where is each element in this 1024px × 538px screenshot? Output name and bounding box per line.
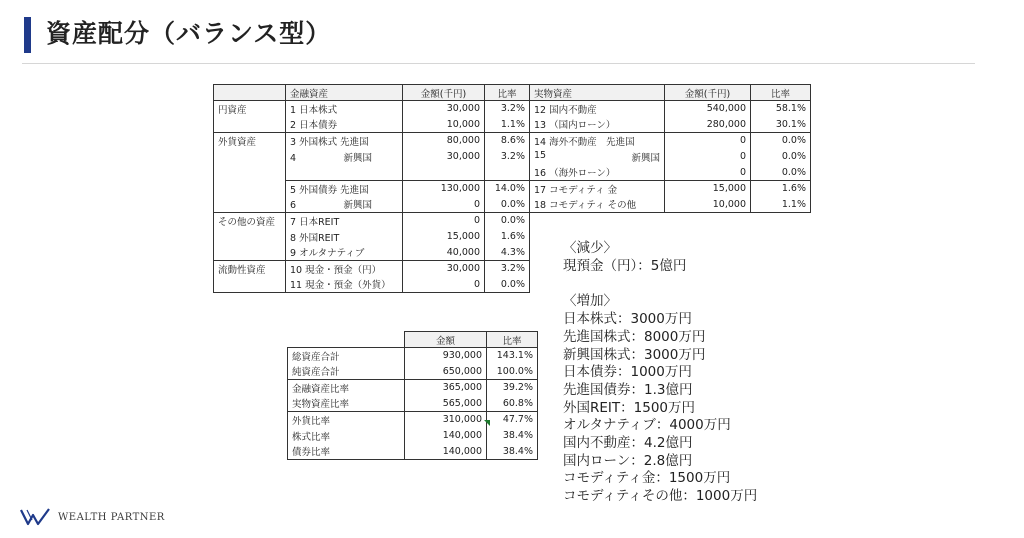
table-row xyxy=(214,133,811,149)
summary-ratio: 38.4% xyxy=(487,444,538,460)
summary-header-row xyxy=(288,332,538,348)
increase-item: 先進国株式：8000万円 xyxy=(563,328,706,345)
increase-item: 日本債券：1000万円 xyxy=(563,364,692,381)
real-ratio-cell: 30.1% xyxy=(751,117,811,133)
asset-name-cell: 2 日本債券 xyxy=(286,117,403,133)
table-row xyxy=(214,117,811,133)
amount-cell: 0 xyxy=(403,213,485,229)
category-cell xyxy=(214,181,286,197)
asset-name-cell: 4 新興国 xyxy=(286,149,403,165)
amount-cell: 130,000 xyxy=(403,181,485,197)
header-cell: 金額 xyxy=(405,332,487,348)
category-cell xyxy=(214,117,286,133)
summary-row xyxy=(288,380,538,396)
amount-cell xyxy=(403,165,485,181)
real-asset-suffix: 新興国 xyxy=(631,152,660,164)
ratio-cell: 4.3% xyxy=(485,245,530,261)
asset-name-cell: 1 日本株式 xyxy=(286,101,403,117)
real-amount-cell: 280,000 xyxy=(665,117,751,133)
category-cell: 円資産 xyxy=(214,101,286,117)
real-ratio-cell: 1.1% xyxy=(751,197,811,213)
real-ratio-cell: 0.0% xyxy=(751,133,811,149)
category-cell xyxy=(214,245,286,261)
amount-cell: 0 xyxy=(403,277,485,293)
ratio-cell: 3.2% xyxy=(485,149,530,165)
title-accent-bar xyxy=(24,17,31,53)
real-ratio-cell: 0.0% xyxy=(751,149,811,165)
table-row xyxy=(214,213,811,229)
real-amount-cell: 15,000 xyxy=(665,181,751,197)
wealth-partner-w-icon xyxy=(20,508,52,526)
increase-item: 日本株式：3000万円 xyxy=(563,311,692,328)
increase-item: 国内不動産：4.2億円 xyxy=(563,435,693,452)
header-cell xyxy=(288,332,405,348)
summary-ratio: 60.8% xyxy=(487,396,538,412)
category-cell xyxy=(214,165,286,181)
real-asset-name-cell: 18 コモディティ その他 xyxy=(530,197,665,213)
summary-ratio: 100.0% xyxy=(487,364,538,380)
summary-label: 外貨比率 xyxy=(288,412,405,428)
logo-text: WEALTH PARTNER xyxy=(58,511,165,523)
amount-cell: 30,000 xyxy=(403,101,485,117)
summary-label: 金融資産比率 xyxy=(288,380,405,396)
asset-name-cell xyxy=(286,165,403,181)
summary-row xyxy=(288,428,538,444)
amount-cell: 0 xyxy=(403,197,485,213)
amount-cell: 80,000 xyxy=(403,133,485,149)
real-asset-name-cell: 13 （国内ローン） xyxy=(530,117,665,133)
ratio-cell: 14.0% xyxy=(485,181,530,197)
real-amount-cell: 0 xyxy=(665,149,751,165)
decrease-heading: 〈減少〉 xyxy=(563,240,617,256)
summary-amount: 565,000 xyxy=(405,396,487,412)
ratio-cell: 1.6% xyxy=(485,229,530,245)
header-cell: 金融資産 xyxy=(286,85,403,101)
asset-name-cell: 10 現金・預金（円） xyxy=(286,261,403,277)
real-ratio-cell: 0.0% xyxy=(751,165,811,181)
real-amount-cell: 10,000 xyxy=(665,197,751,213)
increase-item: 国内ローン：2.8億円 xyxy=(563,452,693,469)
increase-heading: 〈増加〉 xyxy=(563,293,617,310)
amount-cell: 30,000 xyxy=(403,149,485,165)
table-row xyxy=(214,197,811,213)
decrease-item: 現預金（円）：5億円 xyxy=(563,257,687,274)
real-asset-name-cell: 17 コモディティ 金 xyxy=(530,181,665,197)
summary-row xyxy=(288,412,538,428)
ratio-cell xyxy=(485,165,530,181)
ratio-cell: 0.0% xyxy=(485,197,530,213)
asset-name-cell: 8 外国REIT xyxy=(286,229,403,245)
header-cell: 比率 xyxy=(487,332,538,348)
asset-name-cell: 7 日本REIT xyxy=(286,213,403,229)
category-cell xyxy=(214,197,286,213)
amount-cell: 40,000 xyxy=(403,245,485,261)
real-amount-cell: 540,000 xyxy=(665,101,751,117)
increase-item: 外国REIT：1500万円 xyxy=(563,399,695,416)
summary-amount: 365,000 xyxy=(405,380,487,396)
ratio-cell: 3.2% xyxy=(485,261,530,277)
real-ratio-cell: 58.1% xyxy=(751,101,811,117)
increase-item: 新興国株式：3000万円 xyxy=(563,346,706,363)
cell-comment-marker xyxy=(484,420,490,426)
empty-cell xyxy=(530,213,811,229)
header-cell xyxy=(214,85,286,101)
asset-name-cell: 9 オルタナティブ xyxy=(286,245,403,261)
real-ratio-cell: 1.6% xyxy=(751,181,811,197)
increase-item: コモディティ金：1500万円 xyxy=(563,470,731,487)
table-row xyxy=(214,181,811,197)
asset-name-cell: 3 外国株式 先進国 xyxy=(286,133,403,149)
table-row xyxy=(214,165,811,181)
summary-row xyxy=(288,444,538,460)
header-cell: 金額(千円) xyxy=(665,85,751,101)
header-cell: 実物資産 xyxy=(530,85,665,101)
category-cell: その他の資産 xyxy=(214,213,286,229)
amount-cell: 15,000 xyxy=(403,229,485,245)
summary-amount: 140,000 xyxy=(405,444,487,460)
category-cell xyxy=(214,229,286,245)
summary-ratio: 39.2% xyxy=(487,380,538,396)
title-divider xyxy=(22,63,975,64)
summary-label: 純資産合計 xyxy=(288,364,405,380)
table-header-row xyxy=(214,85,811,101)
asset-name-cell: 11 現金・預金（外貨） xyxy=(286,277,403,293)
real-asset-name-cell: 12 国内不動産 xyxy=(530,101,665,117)
real-amount-cell: 0 xyxy=(665,133,751,149)
ratio-cell: 8.6% xyxy=(485,133,530,149)
page-title: 資産配分（バランス型） xyxy=(46,19,332,48)
summary-row xyxy=(288,364,538,380)
header-cell: 比率 xyxy=(485,85,530,101)
summary-amount: 650,000 xyxy=(405,364,487,380)
ratio-cell: 1.1% xyxy=(485,117,530,133)
summary-ratio: 47.7% xyxy=(487,412,538,428)
asset-name-cell: 5 外国債券 先進国 xyxy=(286,181,403,197)
real-amount-cell: 0 xyxy=(665,165,751,181)
table-row xyxy=(214,149,811,165)
category-cell: 外貨資産 xyxy=(214,133,286,149)
summary-label: 総資産合計 xyxy=(288,348,405,364)
table-row xyxy=(214,101,811,117)
summary-amount: 140,000 xyxy=(405,428,487,444)
real-asset-name-cell: 14 海外不動産 先進国 xyxy=(530,133,665,149)
category-cell xyxy=(214,149,286,165)
asset-name-cell: 6 新興国 xyxy=(286,197,403,213)
real-asset-name-cell xyxy=(530,149,665,165)
amount-cell: 30,000 xyxy=(403,261,485,277)
increase-item: オルタナティブ：4000万円 xyxy=(563,417,731,434)
category-cell xyxy=(214,277,286,293)
ratio-cell: 3.2% xyxy=(485,101,530,117)
summary-label: 株式比率 xyxy=(288,428,405,444)
summary-table xyxy=(287,331,538,460)
summary-label: 実物資産比率 xyxy=(288,396,405,412)
real-asset-name-cell: 16 （海外ローン） xyxy=(530,165,665,181)
summary-row xyxy=(288,348,538,364)
summary-row xyxy=(288,396,538,412)
summary-ratio: 38.4% xyxy=(487,428,538,444)
real-asset-number: 15 xyxy=(534,149,547,161)
change-notes xyxy=(563,240,757,506)
header-cell: 金額(千円) xyxy=(403,85,485,101)
ratio-cell: 0.0% xyxy=(485,213,530,229)
increase-item: 先進国債券：1.3億円 xyxy=(563,381,693,398)
ratio-cell: 0.0% xyxy=(485,277,530,293)
category-cell: 流動性資産 xyxy=(214,261,286,277)
summary-amount: 310,000 xyxy=(405,412,487,428)
amount-cell: 10,000 xyxy=(403,117,485,133)
summary-label: 債券比率 xyxy=(288,444,405,460)
summary-amount: 930,000 xyxy=(405,348,487,364)
company-logo xyxy=(20,508,165,526)
summary-ratio: 143.1% xyxy=(487,348,538,364)
header-cell: 比率 xyxy=(751,85,811,101)
increase-item: コモディティその他：1000万円 xyxy=(563,488,758,505)
